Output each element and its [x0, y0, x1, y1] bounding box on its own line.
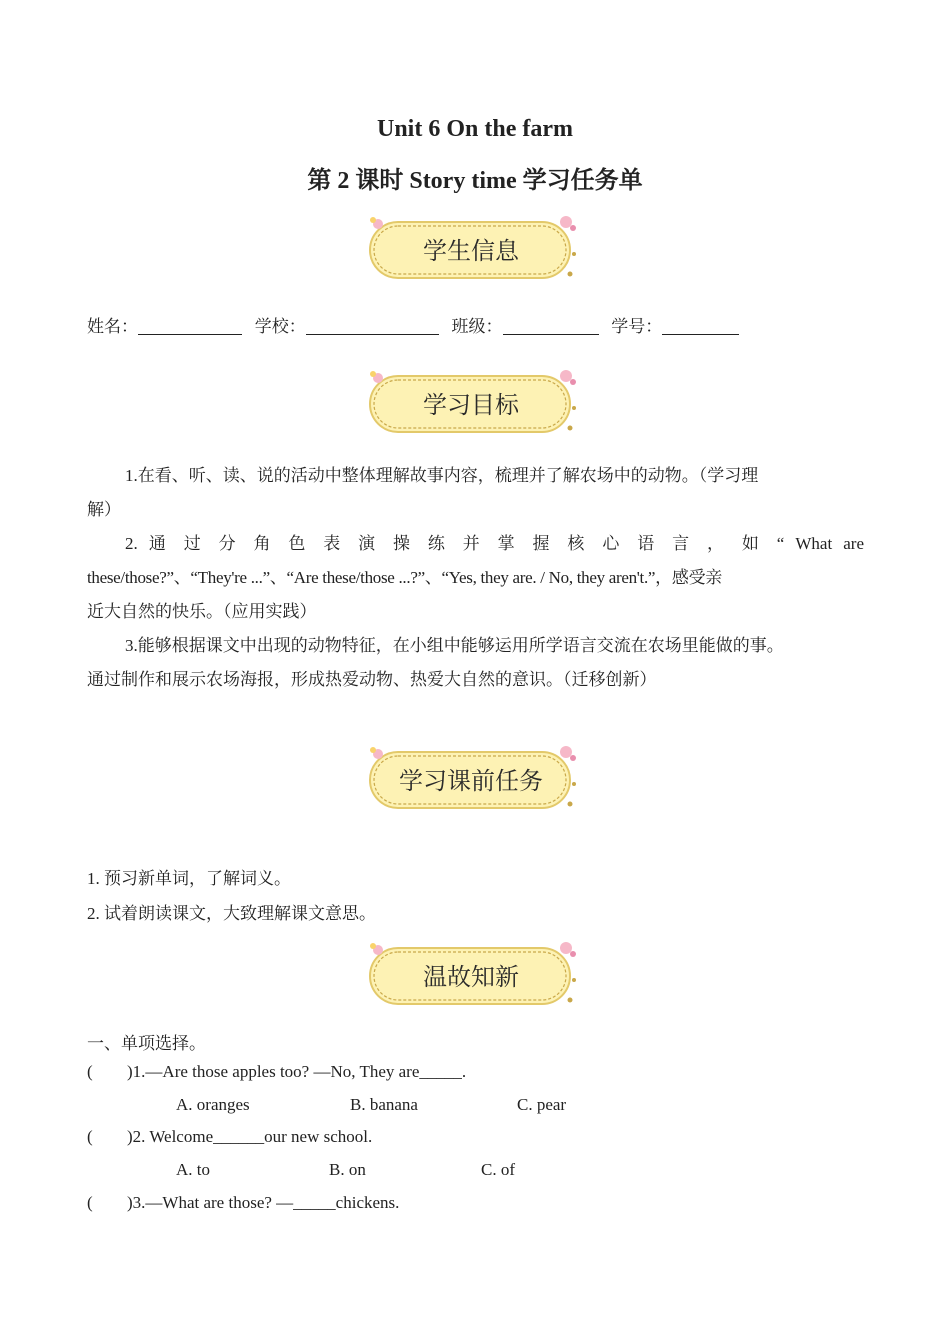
- objective-2-line-3: 近大自然的快乐。（应用实践）: [87, 602, 317, 621]
- answer-paren[interactable]: (: [87, 1193, 93, 1212]
- question-1-end: .: [461, 1062, 467, 1081]
- objective-1-line-2: 解）: [87, 500, 121, 519]
- objective-3-line-1: 3.能够根据课文中出现的动物特征，在小组中能够运用所学语言交流在农场里能做的事。: [125, 636, 784, 655]
- objective-1-line-1: 1.在看、听、读、说的活动中整体理解故事内容，梳理并了解农场中的动物。（学习理: [125, 466, 759, 485]
- question-2-blank: ______: [213, 1127, 265, 1146]
- question-1-option-a: A. oranges: [176, 1095, 250, 1114]
- question-3: [87, 1193, 399, 1213]
- document-title: Unit 6 On the farm: [377, 116, 573, 142]
- question-3-text: )3.—What are those? —: [127, 1193, 294, 1212]
- question-2-end: our new school.: [264, 1127, 373, 1146]
- answer-paren[interactable]: (: [87, 1127, 93, 1146]
- document-subtitle: 第 2 课时 Story time 学习任务单: [307, 168, 643, 194]
- question-2-option-b: B. on: [329, 1160, 366, 1179]
- student-info-line: [87, 312, 739, 337]
- question-1-blank: _____: [419, 1062, 462, 1081]
- question-1-option-b: B. banana: [350, 1095, 418, 1114]
- number-field[interactable]: [662, 316, 739, 335]
- objective-1: [87, 459, 864, 493]
- question-1-option-c: C. pear: [517, 1095, 567, 1114]
- objective-3-line-2: 通过制作和展示农场海报，形成热爱动物、热爱大自然的意识。（迁移创新）: [87, 670, 657, 689]
- pre-task-2: 2. 试着朗读课文，大致理解课文意思。: [87, 904, 376, 923]
- banner-objectives: [364, 368, 584, 440]
- school-field[interactable]: [306, 316, 439, 335]
- banner-label: 温故知新: [423, 962, 519, 991]
- name-field[interactable]: [138, 316, 242, 335]
- pre-task-1: 1. 预习新单词，了解词义。: [87, 869, 291, 888]
- objective-2-line-2: these/those?”、“They're ...”、“Are these/those ...?”、“Yes, they are. / No, they aren't.”，感受亲: [87, 568, 722, 587]
- question-3-blank: _____: [293, 1193, 336, 1212]
- banner-label: 学习目标: [423, 390, 519, 419]
- question-1-text: )1.—Are those apples too? —No, They are: [127, 1062, 420, 1081]
- answer-paren[interactable]: (: [87, 1062, 93, 1081]
- school-label: 学校：: [254, 317, 306, 336]
- question-2: [87, 1127, 372, 1147]
- banner-review: [364, 940, 584, 1012]
- question-2-option-a: A. to: [176, 1160, 210, 1179]
- question-3-end: chickens.: [335, 1193, 400, 1212]
- class-label: 班级：: [451, 317, 503, 336]
- name-label: 姓名：: [87, 317, 138, 336]
- banner-pre-tasks: [364, 744, 584, 816]
- objective-2-line-1: 2. 通 过 分 角 色 表 演 操 练 并 掌 握 核 心 语 言 ， 如 “ What are: [125, 534, 864, 553]
- class-field[interactable]: [503, 316, 599, 335]
- banner-label: 学生信息: [423, 236, 519, 265]
- banner-label: 学习课前任务: [399, 766, 543, 795]
- question-2-option-c: C. of: [481, 1160, 515, 1179]
- banner-student-info: [364, 214, 584, 286]
- question-1: [87, 1062, 466, 1082]
- question-2-text: )2. Welcome: [127, 1127, 214, 1146]
- number-label: 学号：: [611, 317, 663, 336]
- review-section-title: 一、单项选择。: [87, 1034, 206, 1053]
